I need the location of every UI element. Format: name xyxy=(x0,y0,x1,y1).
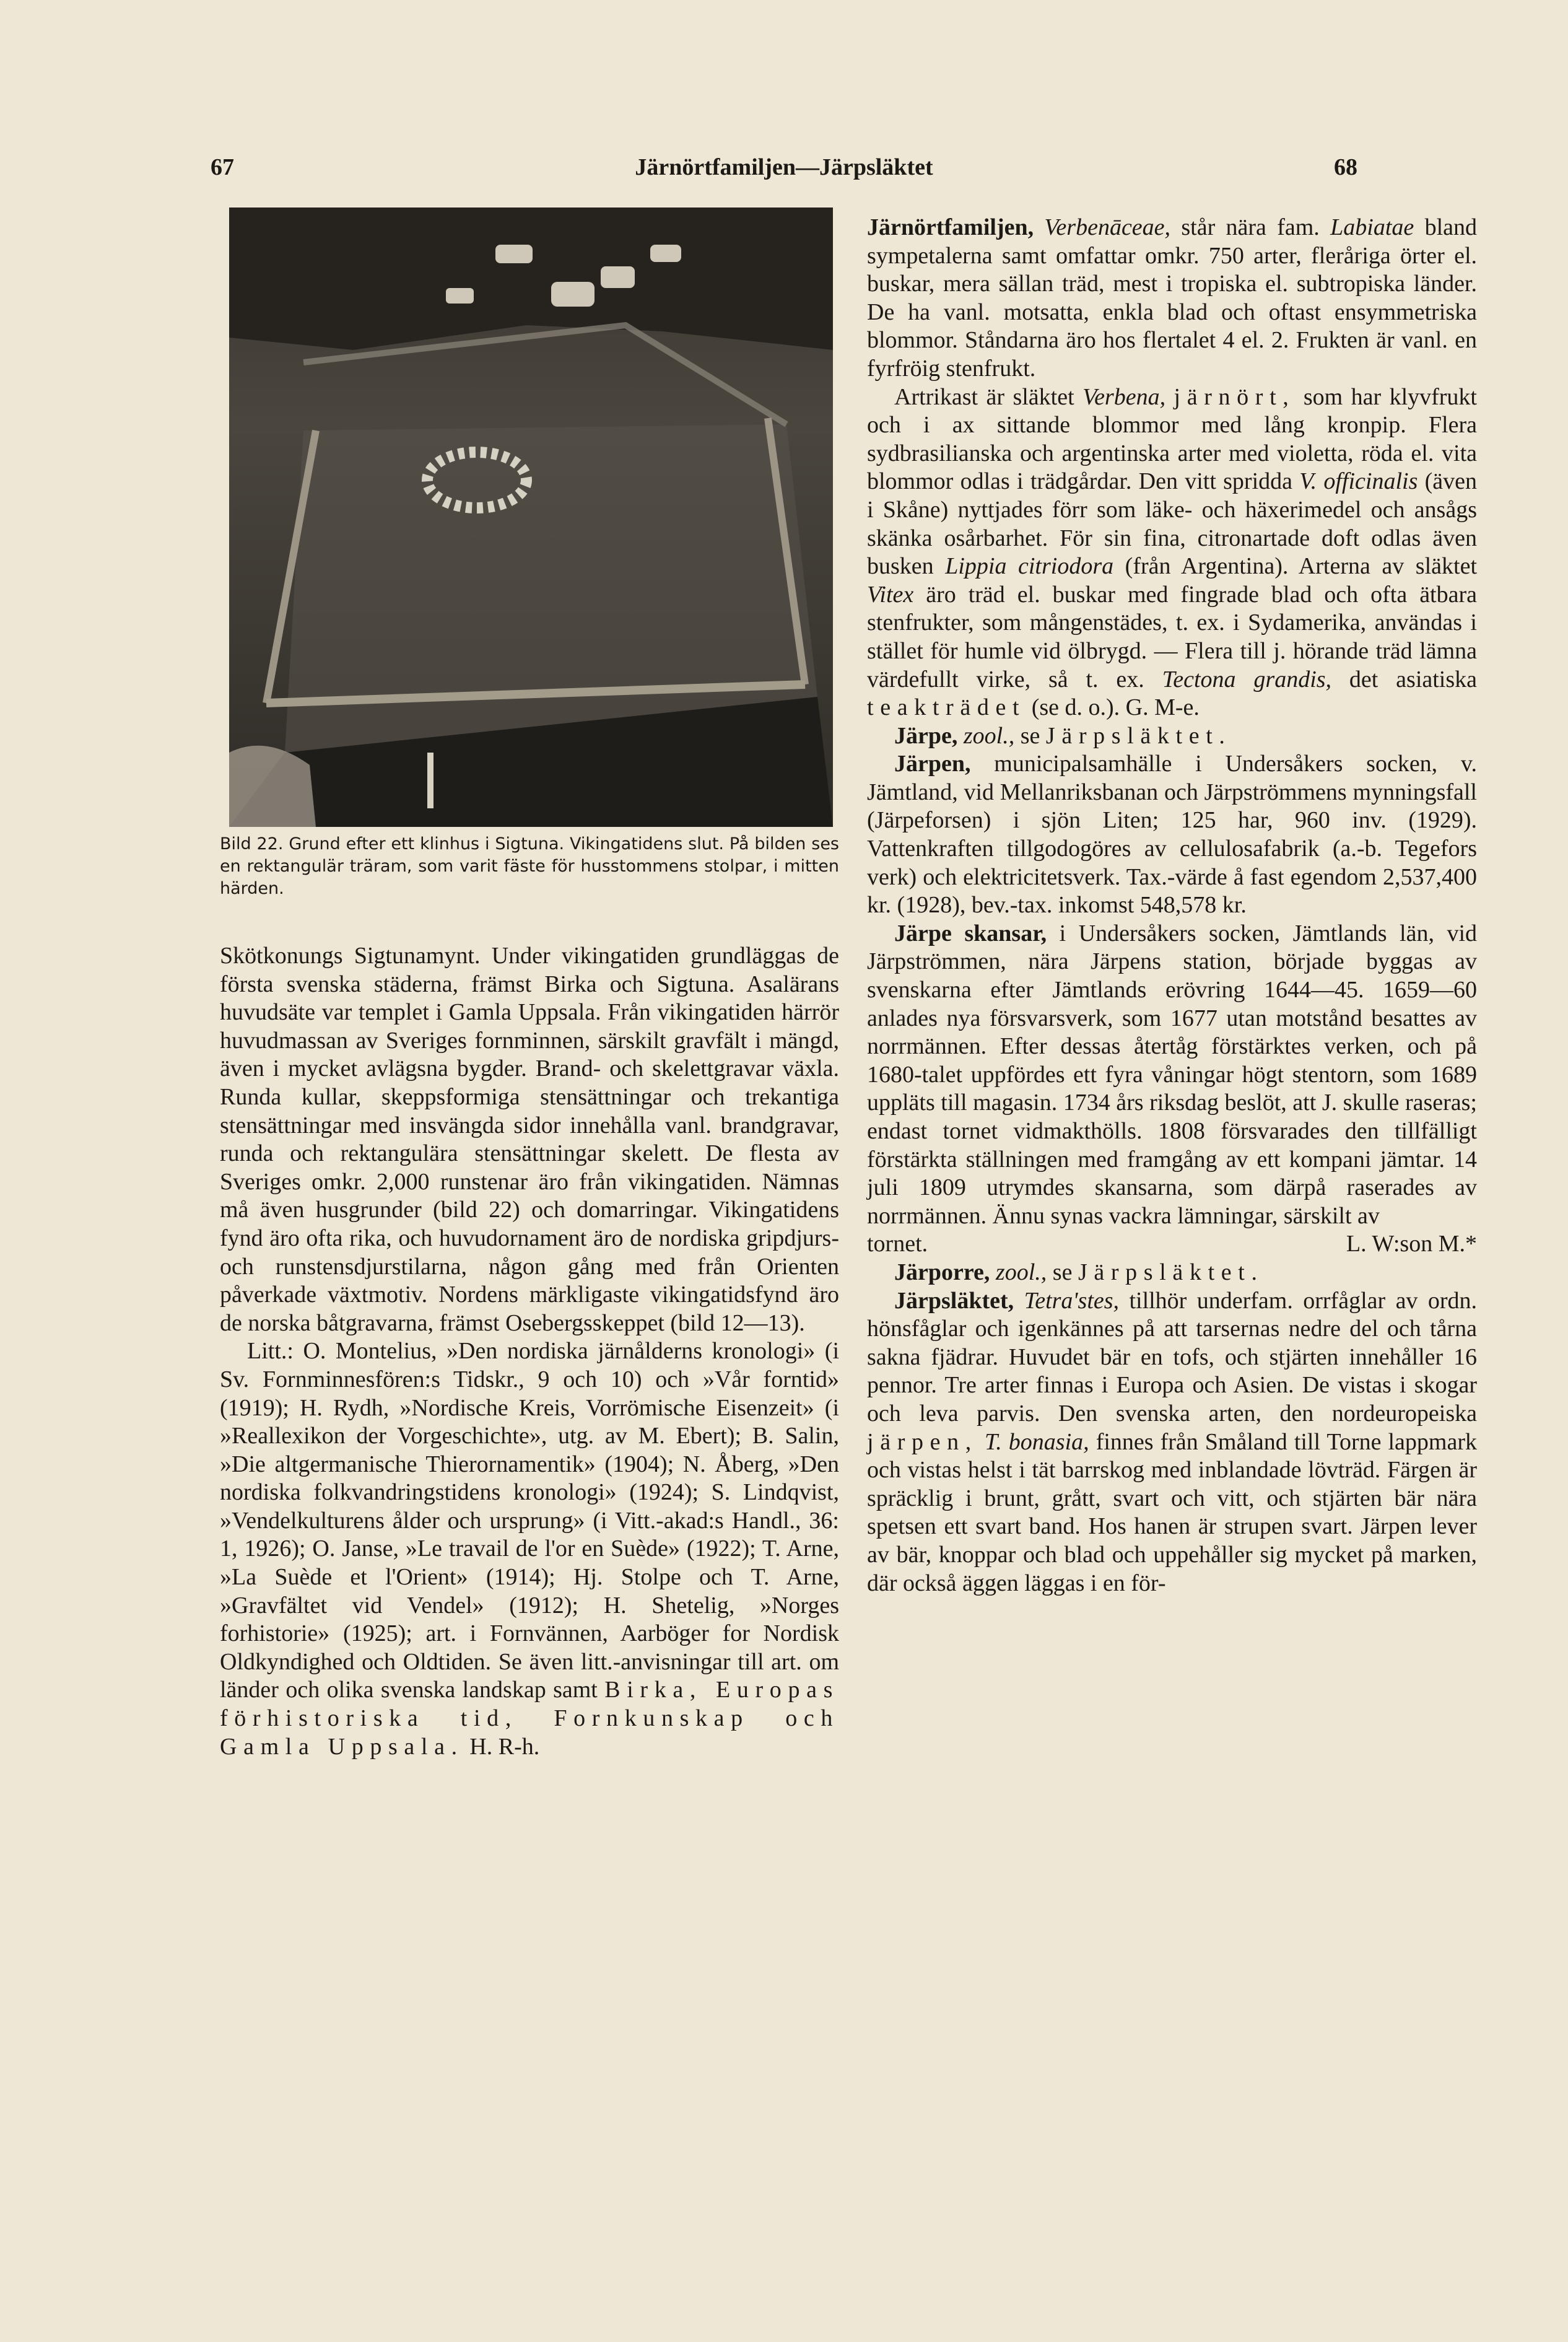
entry-jarporre xyxy=(867,1259,1477,1287)
figure-caption: Bild 22. Grund efter ett klinhus i Sigtuna. Vikingatidens slut. På bilden ses en rektangulär träram, som varit fäste för husstommens stolpar, i mitten härden. xyxy=(220,834,839,898)
subject-label: zool., xyxy=(963,722,1015,749)
latin-name: Verbenāceae, xyxy=(1044,214,1171,240)
entry-text: se xyxy=(1020,722,1040,749)
page-number-right: 68 xyxy=(1334,154,1357,180)
entry-jarnortfamiljen xyxy=(867,214,1477,383)
latin-name: V. officinalis xyxy=(1299,468,1418,495)
latin-name: Labiatae xyxy=(1330,214,1414,240)
left-column xyxy=(220,942,839,1761)
entry-headword: Järpen, xyxy=(894,751,971,777)
entry-text: äro träd el. buskar med fingrade blad och ofta ätbara stenfrukter, som mångenstädes, t. ex. i Sydamerika, användas i stället för humle vid ölbrygd. — Flera till j. hörande träd lämna värdefullt virke, så t. ex. xyxy=(867,581,1477,693)
entry-text: (se d. o.). xyxy=(1031,694,1120,721)
entry-text: municipalsamhälle i Undersåkers socken, v. Jämtland, vid Mellanriksbanan och Järpströmmens mynningsfall (Järpeforsen) i sjön Liten; 125 har, 960 inv. (1929). Vattenkraften tillgodogöres av cellulosafabrik (a.-b. Tegefors verk) och elektricitetsverk. Tax.-värde å fast egendom 2,537,400 kr. (1928), bev.-tax. inkomst 548,578 kr. xyxy=(867,751,1478,919)
entry-jarpe-skansar xyxy=(867,920,1477,1231)
entry-text: se xyxy=(1052,1259,1073,1285)
entry-headword: Järpe, xyxy=(894,722,958,749)
entry-text: bland sympetalerna samt omfattar omkr. 750 arter, fleråriga örter el. buskar, mera sällan träd, mest i tropiska el. subtropiska länder. De ha vanl. motsatta, enkla blad och oftast ensymmetriska blommor. Ståndarna äro hos flertalet 4 el. 2. Frukten är vanl. en fyrfröig stenfrukt. xyxy=(867,214,1477,382)
latin-name: T. bonasia, xyxy=(984,1428,1089,1455)
entry-text: det asiatiska xyxy=(1349,666,1478,693)
entry-text: tornet. xyxy=(867,1231,928,1257)
entry-headword: Järpsläktet, xyxy=(894,1287,1014,1314)
entry-headword: Järpe skansar, xyxy=(894,920,1047,946)
entry-text: i Undersåkers socken, Jämtlands län, vid Järpströmmen, nära Järpens station, började byggas av svenskarna efter Jämtlands erövring 1644—45. 1659—60 anlades nya försvarsverk, som 1677 utan motstånd besattes av norrmännen. Efter dessas återtåg förstärktes verken, och på 1680-talet uppfördes ett fyra våningar högt stentorn, som 1689 uppläts till magasin. 1734 års riksdag beslöt, att J. skulle raseras; endast tornet vidmakthölls. 1808 försvarades den tillfälligt förstärkta ställningen med framgång av ett kompani jämtar. 14 juli 1809 utrymdes skansarna, som därpå raserades av norrmännen. Ännu synas vackra lämningar, särskilt av xyxy=(867,920,1478,1229)
latin-name: Tetra'stes, xyxy=(1024,1287,1120,1314)
entry-headword: Järporre, xyxy=(894,1259,990,1285)
cross-reference: Järpsläktet. xyxy=(1078,1259,1264,1285)
entry-headword: Järnörtfamiljen, xyxy=(867,214,1034,240)
entry-text: finnes från Småland till Torne lappmark och vistas helst i tät barrskog med inblandade lövträd. Färgen är spräcklig i brunt, grått, svart och vitt, och stjärten bär nära spetsen ett svart band. Hos hanen är strupen svart. Järpen lever av bär, knoppar och blad och uppehåller sig mycket på marken, där också äggen läggas i en för- xyxy=(867,1428,1477,1596)
entry-text: Artrikast är släktet xyxy=(894,383,1074,410)
subject-label: zool., xyxy=(995,1259,1047,1285)
spaced-term: järnört, xyxy=(1174,383,1296,410)
latin-name: Lippia citriodora xyxy=(945,553,1114,580)
entry-jarpe xyxy=(867,722,1477,751)
author-signature: L. W:son M.* xyxy=(1346,1231,1477,1257)
cross-references: Birka, Europas förhistoriska tid, Fornkunskap och Gamla Uppsala. xyxy=(220,1677,840,1760)
entry-text: (från Argentina). Arterna av släktet xyxy=(1125,553,1477,580)
page-number-left: 67 xyxy=(211,154,234,180)
literature-text: Litt.: O. Montelius, »Den nordiska järnålderns kronologi» (i Sv. Fornminnesfören:s Tidskr., 9 och 10) och »Vår forntid» (1919); H. Rydh, »Nordische Kreis, Vorrömische Eisenzeit» (i »Reallexikon der Vorgeschichte», utg. av M. Ebert); B. Salin, »Die altgermanische Thierornamentik» (1904); N. Åberg, »Den nordiska folkvandringstidens kronologi» (1924); S. Lindqvist, »Vendelkulturens ålder och ursprung» (i Vitt.-akad:s Handl., 36: 1, 1926); O. Janse, »Le travail de l'or en Suède» (1922); T. Arne, »La Suède et l'Orient» (1914); Hj. Stolpe och T. Arne, »Gravfältet vid Vendel» (1912); H. Shetelig, »Norges forhistorie» (1925); art. i Fornvännen, Aarböger for Nordisk Oldkyndighed och Oldtiden. Se även litt.-anvisningar till art. om länder och olika svenska landskap samt xyxy=(220,1338,839,1703)
entry-jarpslaktet xyxy=(867,1287,1477,1598)
entry-jarpe-skansar-end xyxy=(867,1230,1477,1259)
excavation-photo xyxy=(229,208,833,827)
running-title: Järnörtfamiljen—Järpsläktet xyxy=(635,154,933,180)
latin-name: Vitex xyxy=(867,581,914,608)
entry-jarpen xyxy=(867,750,1477,920)
latin-name: Verbena, xyxy=(1082,383,1166,410)
spaced-term: teakträdet xyxy=(867,694,1026,721)
spaced-term: järpen, xyxy=(867,1428,978,1455)
right-column xyxy=(867,214,1477,1597)
entry-text: står nära fam. xyxy=(1181,214,1320,240)
author-signature: H. R-h. xyxy=(469,1733,540,1760)
entry-text: (även i Skåne) nyttjades förr som läke- och häxerimedel och ansågs skänka osårbarhet. För sin fina, citronartade doft odlas även busken xyxy=(867,468,1478,580)
entry-text: som har klyvfrukt och i ax sittande blommor med lång kronpip. Flera sydbrasilianska och argentinska arter med violetta, röda el. vita blommor odlas i trädgårdar. Den vitt spridda xyxy=(867,383,1477,495)
entry-verbena-paragraph xyxy=(867,383,1477,722)
entry-text: tillhör underfam. orrfåglar av ordn. hönsfåglar och igenkännes på att tarsernas nedre del och tårna sakna fjädrar. Huvudet bär en tofs, och stjärten innehåller 16 pennor. Tre arter finnas i Europa och Asien. De vistas i skogar och leva parvis. Den svenska arten, den nordeuropeiska xyxy=(867,1287,1477,1427)
cross-reference: Järpsläktet. xyxy=(1045,722,1232,749)
photo-illustration xyxy=(229,208,833,827)
paragraph-literature xyxy=(220,1337,839,1761)
latin-name: Tectona grandis, xyxy=(1162,666,1332,693)
paragraph-viking-age: Skötkonungs Sigtunamynt. Under vikingatiden grundläggas de första svenska städerna, främst Birka och Sigtuna. Asalärans huvudsäte var templet i Gamla Uppsala. Från vikingatiden härrör huvudmassan av Sveriges fornminnen, särskilt gravfält i mängd, även i mycket avlägsna bygder. Brand- och skelettgravar växla. Runda kullar, skeppsformiga stensättningar och trekantiga stensättningar med insvängda sidor innehålla vanl. brandgravar, runda och rektangulära stensättningar skelett. De flesta av Sveriges omkr. 2,000 runstenar äro från vikingatiden. Nämnas må även husgrunder (bild 22) och domarringar. Vikingatidens fynd äro ofta rika, och huvudornament äro de nordiska gripdjurs- och runstensdjurstilarna, någon gång med från Orienten påverkade växtmotiv. Nordens märkligaste vikingatidsfynd äro de norska båtgravarna, främst Osebergsskeppet (bild 12—13). xyxy=(220,943,839,1336)
author-signature: G. M-e. xyxy=(1125,694,1200,721)
